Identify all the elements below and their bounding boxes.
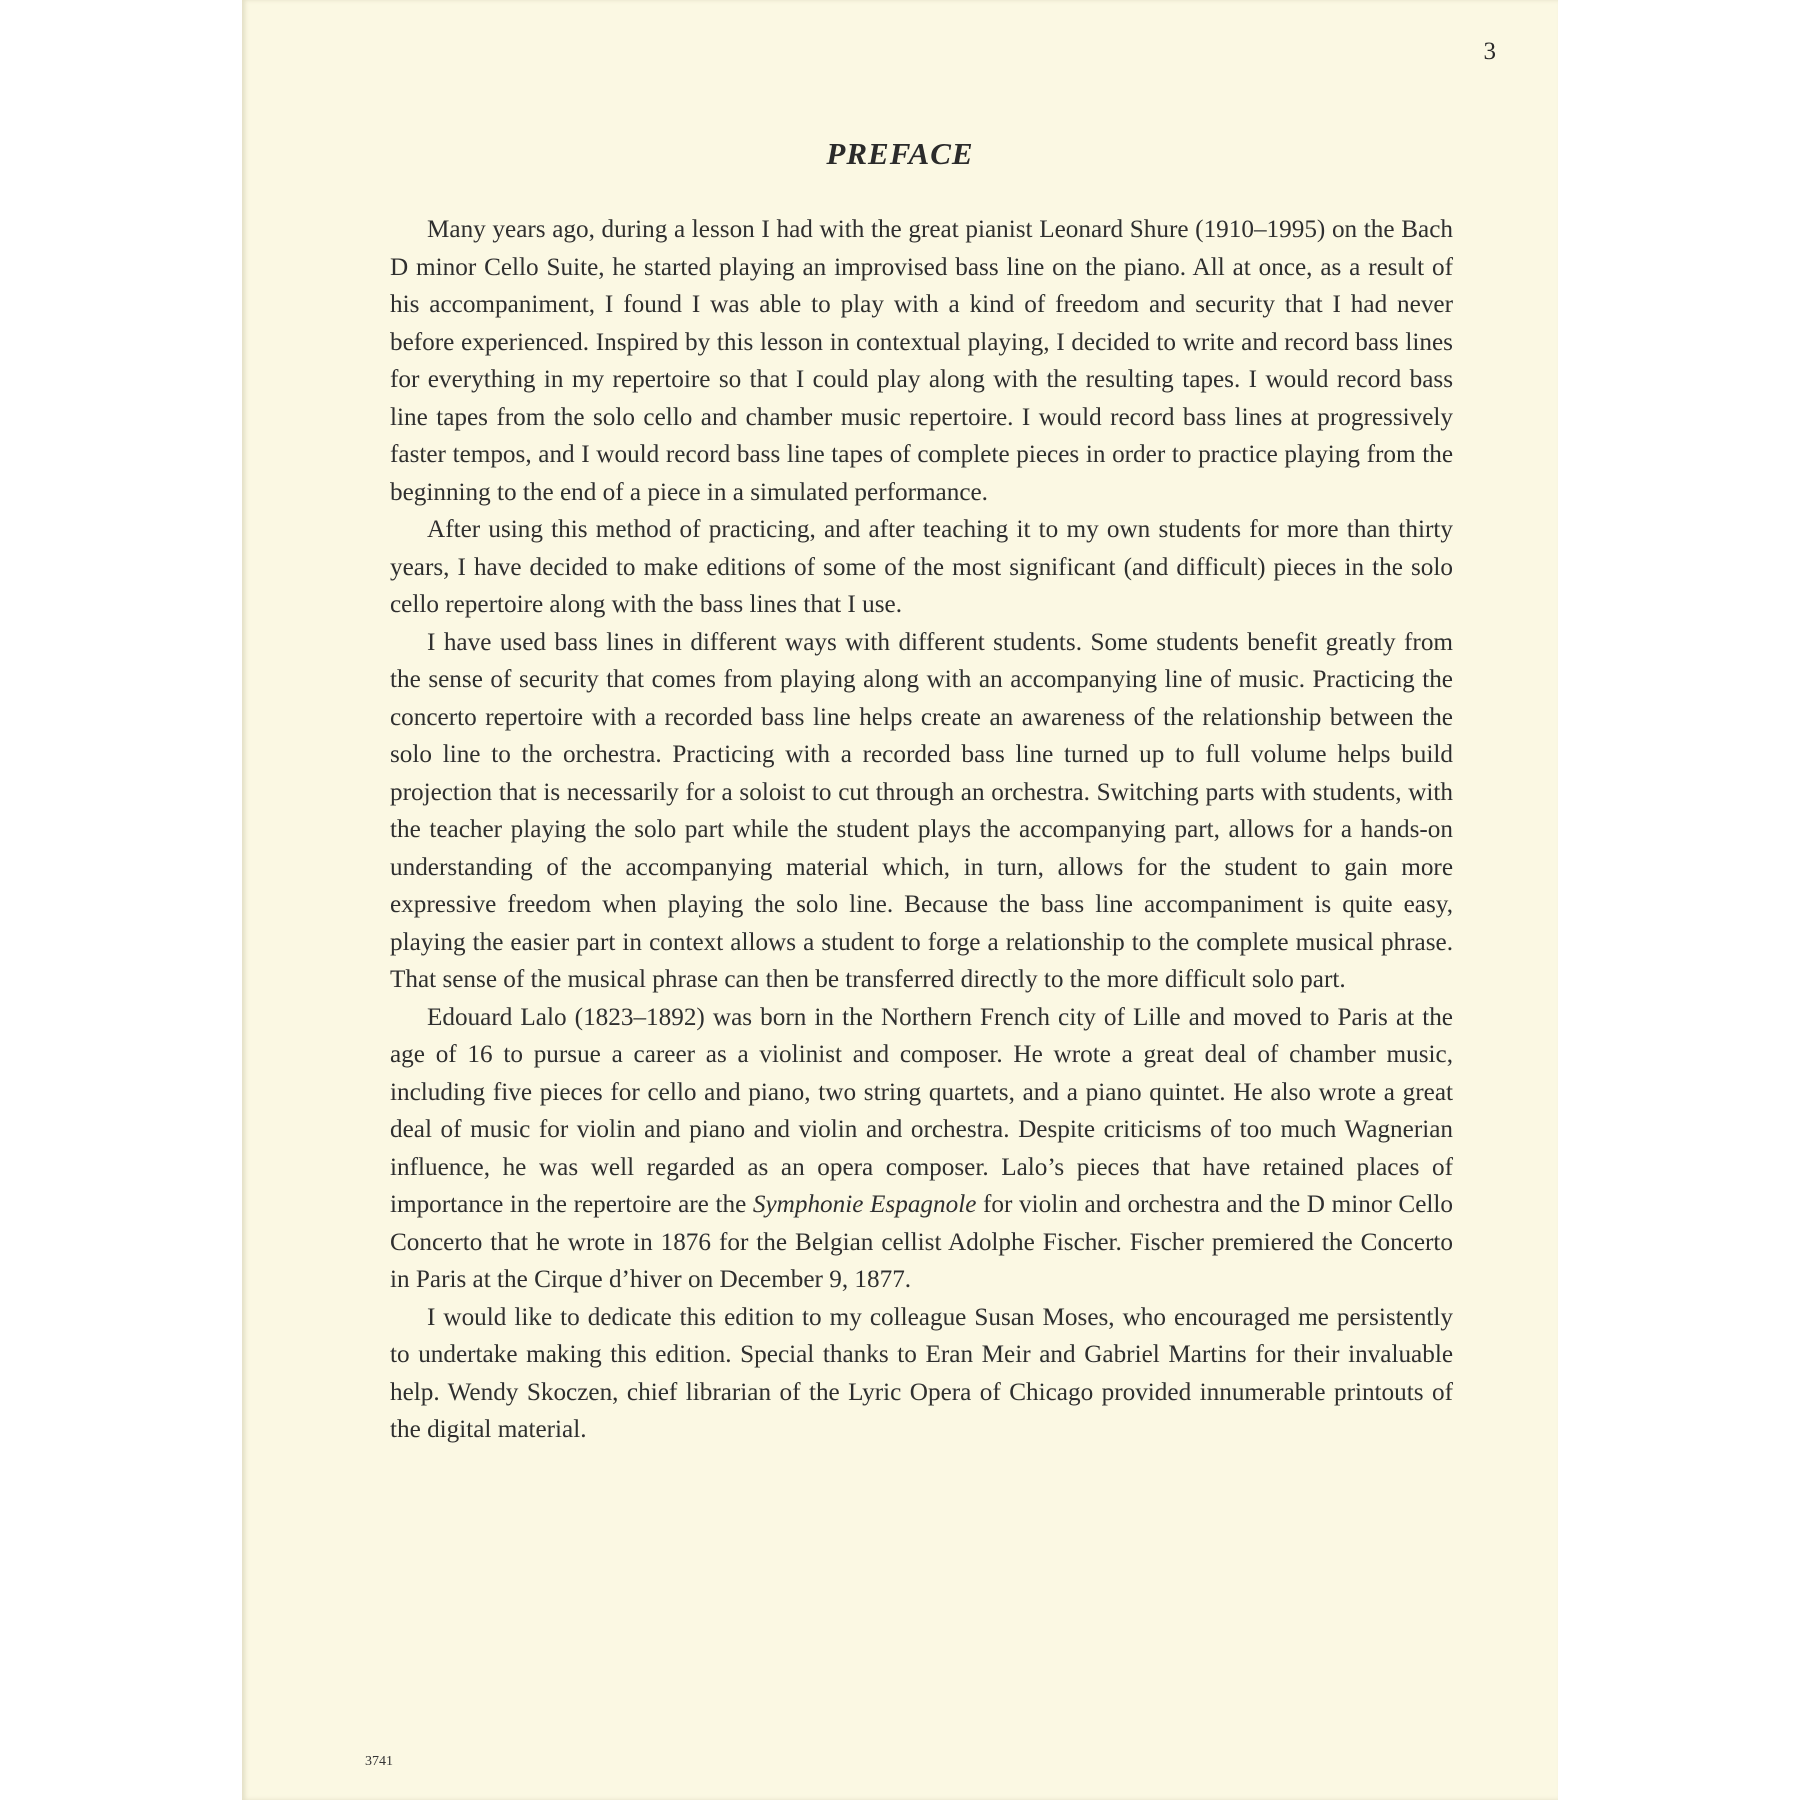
- paragraph-4-text-continued: for violin and orchestra and the D minor Cello Concerto that he wrote in 1876 for the Belgian cellist Adolphe Fischer. Fischer premiered the Concerto in Paris at the Cirque d’hiver on December 9, 1877.: [390, 1191, 1454, 1293]
- paragraph-1: [390, 211, 1453, 511]
- paragraph-5-text: I would like to dedicate this edition to my colleague Susan Moses, who encouraged me persistently to undertake making this edition. Special thanks to Eran Meir and Gabriel Martins for their invaluable help. Wendy Skoczen, chief librarian of the Lyric Opera of Chicago provided innumerable printouts of the digital material.: [390, 1303, 1453, 1443]
- paragraph-5: [390, 1299, 1453, 1449]
- page-title: PREFACE: [826, 136, 974, 171]
- paragraph-4: [390, 999, 1453, 1299]
- page-number: 3: [1483, 38, 1496, 65]
- paragraph-2-text: After using this method of practicing, and after teaching it to my own students for more than thirty years, I have decided to make editions of some of the most significant (and difficult) pieces in the solo cello repertoire along with the bass lines that I use.: [390, 516, 1453, 618]
- document-page: [242, 0, 1558, 1800]
- catalog-number: 3741: [365, 1754, 393, 1769]
- preface-body: [390, 211, 1453, 1449]
- paragraph-2: [390, 511, 1453, 624]
- paragraph-1-text: Many years ago, during a lesson I had with the great pianist Leonard Shure (1910–1995) on the Bach D minor Cello Suite, he started playing an improvised bass line on the piano. All at once, as a result of his accompaniment, I found I was able to play with a kind of freedom and security that I had never before experienced. Inspired by this lesson in contextual playing, I decided to write and record bass lines for everything in my repertoire so that I could play along with the resulting tapes. I would record bass line tapes from the solo cello and chamber music repertoire. I would record bass lines at progressively faster tempos, and I would record bass line tapes of complete pieces in order to practice playing from the beginning to the end of a piece in a simulated performance.: [390, 216, 1453, 506]
- paragraph-3-text: I have used bass lines in different ways with different students. Some students benefit greatly from the sense of security that comes from playing along with an accompanying line of music. Practicing the concerto repertoire with a recorded bass line helps create an awareness of the relationship between the solo line to the orchestra. Practicing with a recorded bass line turned up to full volume helps build projection that is necessarily for a soloist to cut through an orchestra. Switching parts with students, with the teacher playing the solo part while the student plays the accompanying part, allows for a hands-on understanding of the accompanying material which, in turn, allows for the student to gain more expressive freedom when playing the solo line. Because the bass line accompaniment is quite easy, playing the easier part in context allows a student to forge a relationship to the complete musical phrase. That sense of the musical phrase can then be transferred directly to the more difficult solo part.: [390, 628, 1453, 993]
- paragraph-3: [390, 624, 1453, 999]
- paragraph-4-text: Edouard Lalo (1823–1892) was born in the Northern French city of Lille and moved to Paris at the age of 16 to pursue a career as a violinist and composer. He wrote a great deal of chamber music, including five pieces for cello and piano, two string quartets, and a piano quintet. He also wrote a great deal of music for violin and piano and violin and orchestra. Despite criticisms of too much Wagnerian influence, he was well regarded as an opera composer. Lalo’s pieces that have retained places of importance in the repertoire are the: [390, 1003, 1453, 1218]
- work-title-italic: Symphonie Espagnole: [752, 1191, 977, 1218]
